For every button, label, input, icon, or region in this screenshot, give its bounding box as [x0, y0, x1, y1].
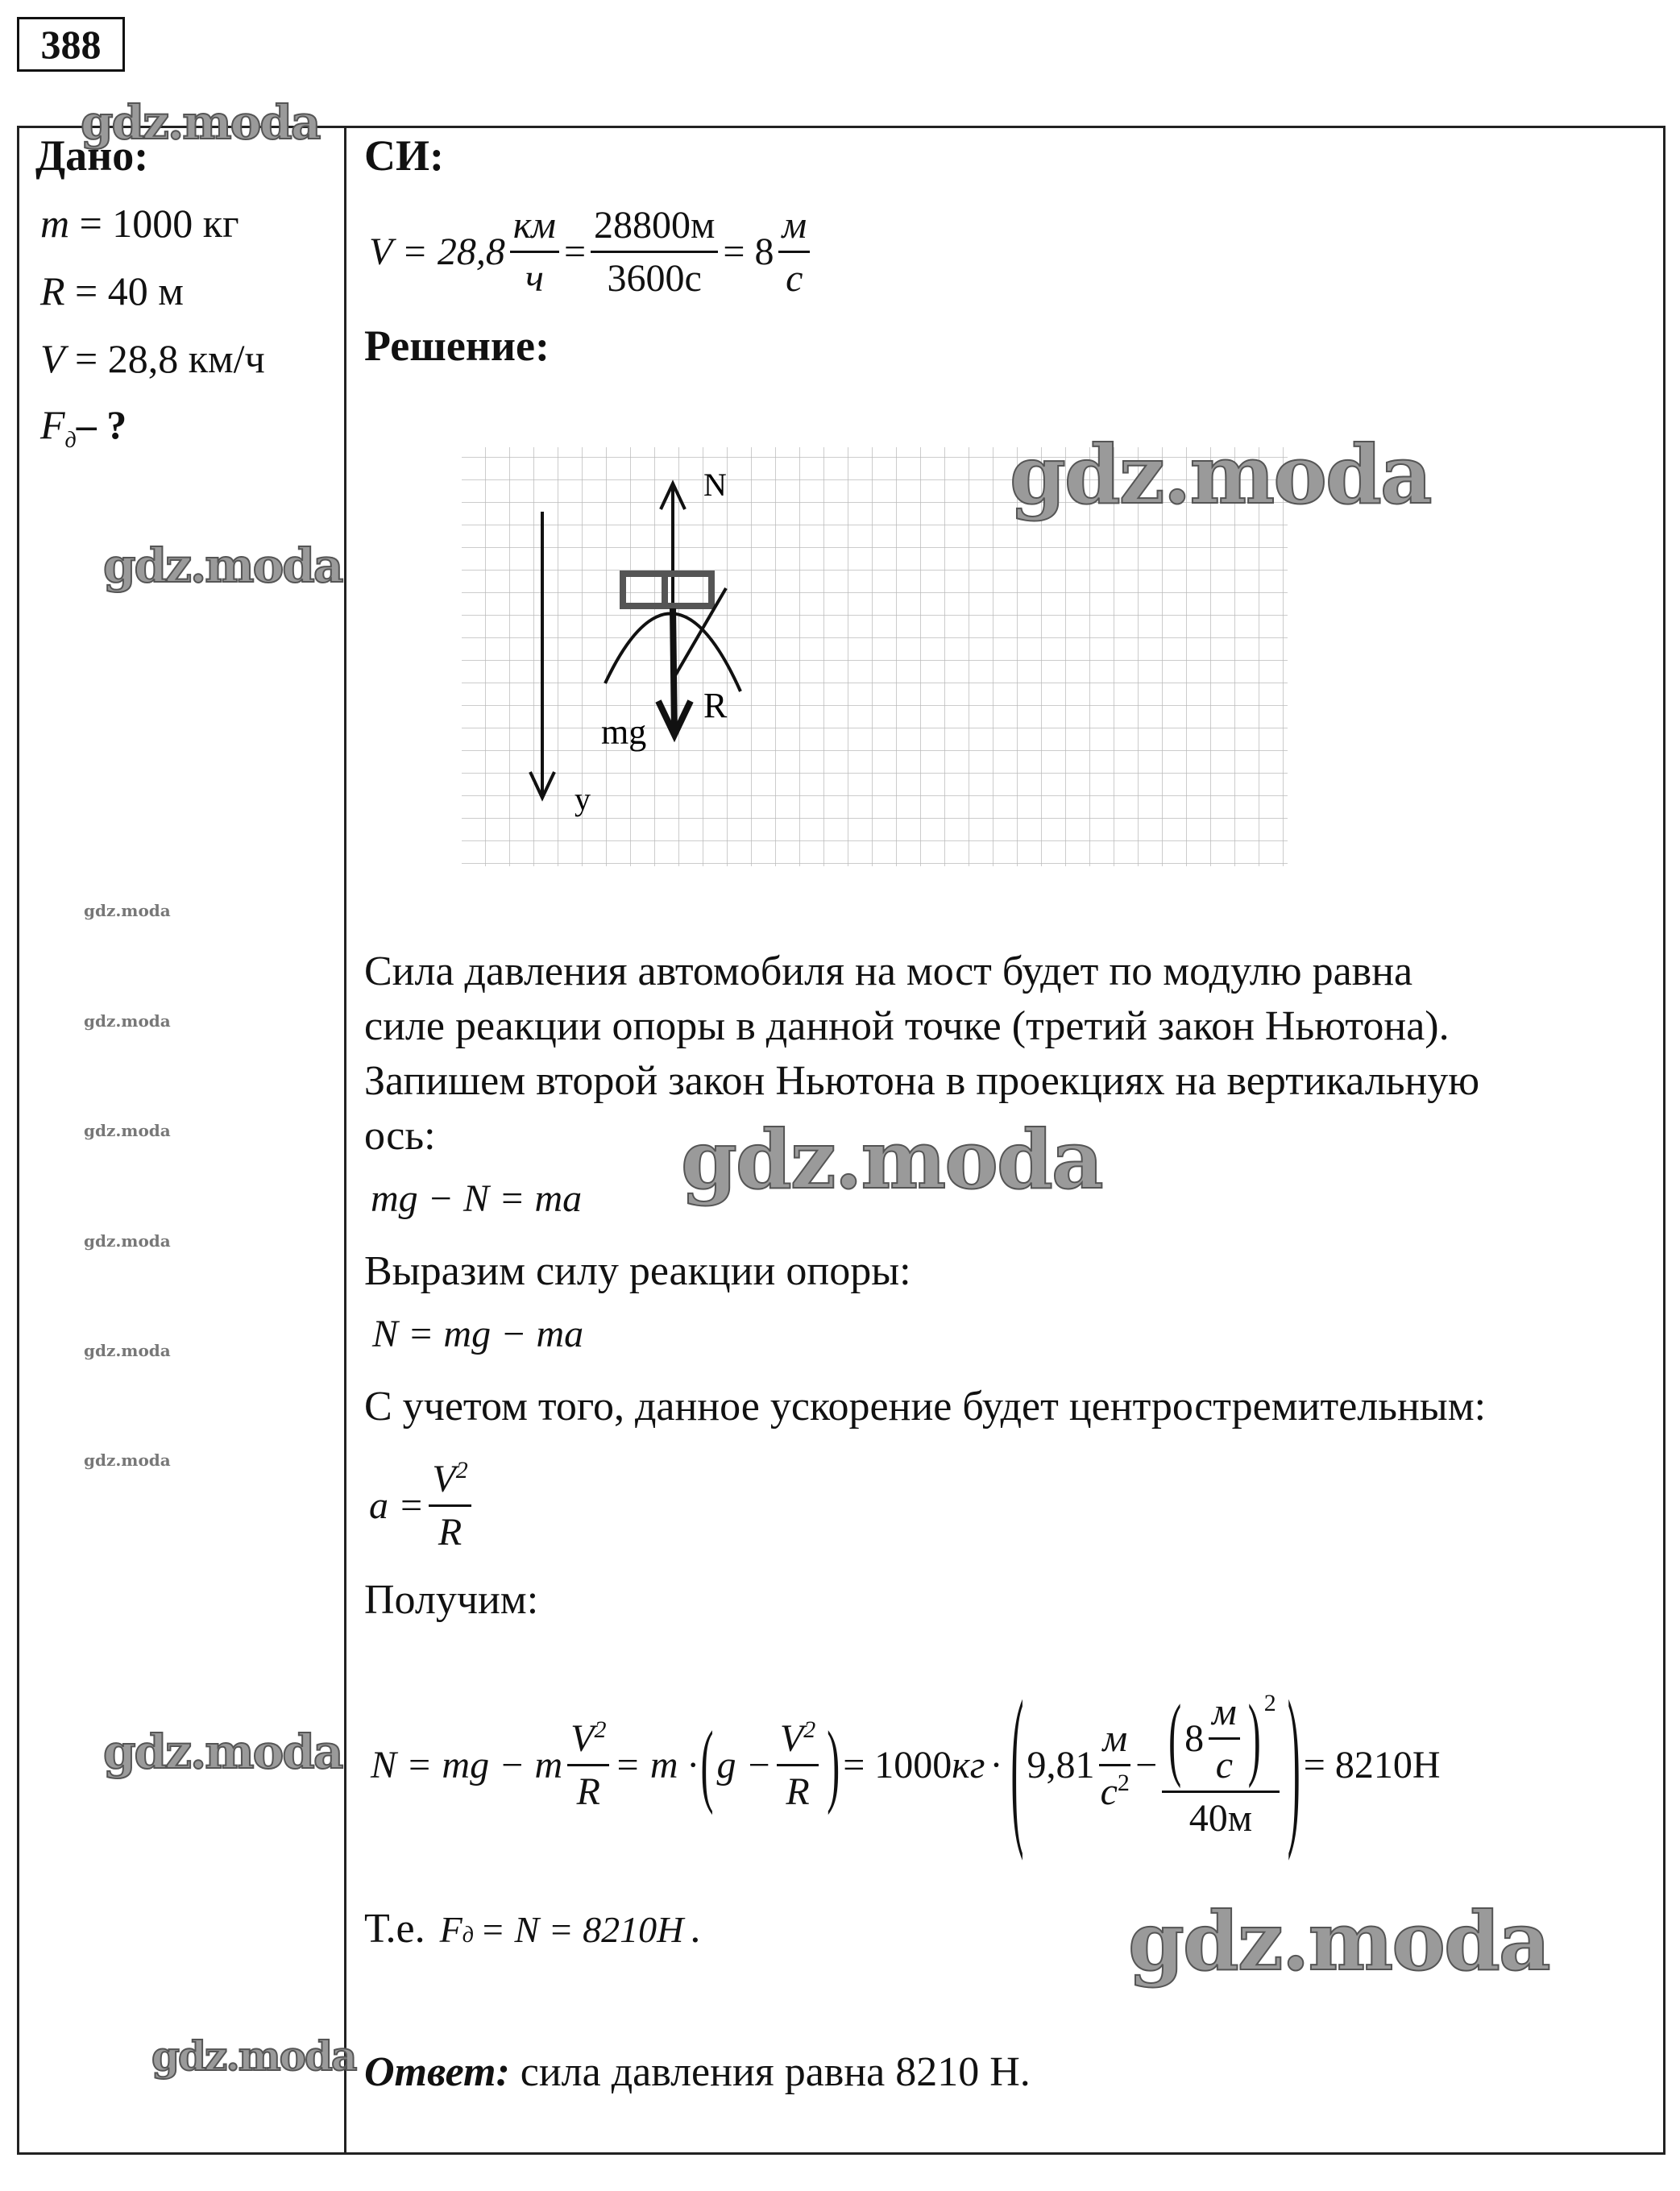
exponent: 2 [455, 1457, 468, 1483]
period: . [690, 1906, 701, 1952]
watermark: gdz.moda [1010, 427, 1431, 522]
gravity-force-label: mg [601, 712, 647, 752]
denominator: R [438, 1511, 463, 1554]
exponent: 2 [1117, 1769, 1130, 1796]
numerator: км [510, 203, 559, 253]
v: V [570, 1716, 595, 1760]
numerator: м [778, 203, 810, 253]
watermark: gdz.moda [103, 1724, 342, 1779]
v: V [432, 1458, 456, 1500]
fraction [591, 203, 718, 301]
numerator [567, 1716, 609, 1766]
fraction [778, 203, 810, 301]
watermark: gdz.moda [84, 901, 171, 920]
denominator: ч [525, 257, 544, 300]
value: = 1000 кг [69, 201, 239, 246]
v: V [779, 1716, 804, 1760]
paren-close: ) [1247, 1687, 1261, 1790]
final-calculation [371, 1666, 1441, 1863]
y-axis-label: y [575, 781, 591, 817]
denominator: R [576, 1770, 600, 1813]
watermark: gdz.moda [81, 95, 320, 150]
paragraph-line: Сила давления автомобиля на мост будет по модулю равна [364, 948, 1413, 994]
numerator [777, 1716, 819, 1766]
fraction [1099, 1716, 1130, 1814]
express-text: Выразим силу реакции опоры: [364, 1248, 911, 1294]
numerator [1162, 1687, 1280, 1793]
value: = N = 8210Н [479, 1909, 684, 1950]
watermark: gdz.moda [1128, 1894, 1549, 1989]
watermark: gdz.moda [681, 1112, 1102, 1207]
subscript: д [462, 1923, 474, 1948]
minus: − [1135, 1743, 1158, 1786]
watermark: gdz.moda [103, 538, 342, 593]
solution-heading: Решение: [364, 322, 550, 370]
answer-text: сила давления равна 8210 Н. [509, 2049, 1031, 2095]
denominator: 40м [1188, 1796, 1253, 1840]
denominator: с [1215, 1743, 1234, 1786]
answer-line [364, 2048, 1031, 2096]
paren-open: ( [1168, 1687, 1182, 1790]
obtain-text: Получим: [364, 1577, 539, 1623]
paragraph-line: ось: [364, 1113, 436, 1159]
denominator: R [786, 1770, 810, 1813]
newton-second-law: mg − N = ma [371, 1177, 583, 1220]
answer-label: Ответ: [364, 2049, 510, 2095]
denominator: 3600с [607, 257, 702, 300]
si-conversion [369, 203, 815, 301]
given-speed [40, 335, 265, 382]
symbol: F [40, 402, 65, 447]
c: с [1100, 1770, 1118, 1813]
unit: кг [952, 1743, 985, 1786]
denominator [1101, 1766, 1130, 1814]
result: = 8210Н [1303, 1743, 1441, 1786]
paragraph-line: Запишем второй закон Ньютона в проекциях на вертикальную [364, 1058, 1480, 1104]
denominator: с [786, 257, 803, 300]
exponent: 2 [1263, 1689, 1276, 1716]
paren-close: ) [827, 1713, 840, 1816]
term: N = mg − m [371, 1743, 563, 1786]
term: g − [716, 1743, 772, 1786]
centripetal-equation [369, 1457, 476, 1554]
equals: = 8 [723, 230, 774, 273]
numerator: м [1099, 1716, 1130, 1766]
problem-number: 388 [17, 17, 125, 72]
prefix: Т.е. [364, 1906, 425, 1952]
subscript: д [64, 428, 77, 453]
given-heading: Дано: [35, 131, 149, 180]
symbol: V [40, 336, 65, 381]
watermark: gdz.moda [84, 1121, 171, 1140]
fraction [1209, 1690, 1240, 1787]
watermark: gdz.moda [84, 1231, 171, 1251]
term: = 1000 [843, 1743, 952, 1786]
fraction [777, 1716, 819, 1814]
column-divider [344, 126, 346, 2152]
fraction [567, 1716, 609, 1814]
paren-open: ( [700, 1713, 714, 1816]
value: = 40 м [64, 268, 184, 313]
force-symbol: F [439, 1909, 463, 1950]
given-unknown [40, 401, 127, 454]
exponent: 2 [594, 1716, 607, 1743]
paren-close: ) [1287, 1666, 1300, 1863]
symbol: m [40, 201, 70, 246]
si-lhs: V = 28,8 [369, 230, 505, 273]
numerator: м [1209, 1690, 1240, 1740]
numerator: 28800м [591, 203, 718, 253]
fraction [429, 1457, 471, 1554]
term: = m · [614, 1743, 698, 1786]
equals: = [563, 230, 587, 273]
si-heading: СИ: [364, 131, 444, 180]
given-mass [40, 200, 239, 247]
paren-open: ( [1010, 1666, 1024, 1863]
normal-force-label: N [703, 467, 727, 503]
numerator [429, 1457, 471, 1507]
centripetal-text: С учетом того, данное ускорение будет центростремительным: [364, 1384, 1487, 1430]
dot: · [989, 1743, 1003, 1786]
watermark: gdz.moda [84, 1450, 171, 1470]
paragraph-line: силе реакции опоры в данной точке (третий закон Ньютона). [364, 1003, 1450, 1049]
watermark: gdz.moda [151, 2032, 356, 2080]
watermark: gdz.moda [84, 1011, 171, 1031]
value: – ? [76, 402, 127, 447]
fraction [510, 203, 559, 301]
given-radius [40, 268, 184, 314]
eight: 8 [1184, 1716, 1205, 1760]
fraction [1162, 1687, 1280, 1840]
lhs: a = [369, 1484, 425, 1527]
exponent: 2 [803, 1716, 816, 1743]
radius-label: R [703, 686, 728, 725]
term: 9,81 [1027, 1743, 1095, 1786]
normal-force-equation: N = mg − ma [372, 1313, 584, 1355]
value: = 28,8 км/ч [64, 336, 265, 381]
watermark: gdz.moda [84, 1341, 171, 1360]
symbol: R [40, 268, 65, 313]
conclusion-line [364, 1905, 700, 1952]
